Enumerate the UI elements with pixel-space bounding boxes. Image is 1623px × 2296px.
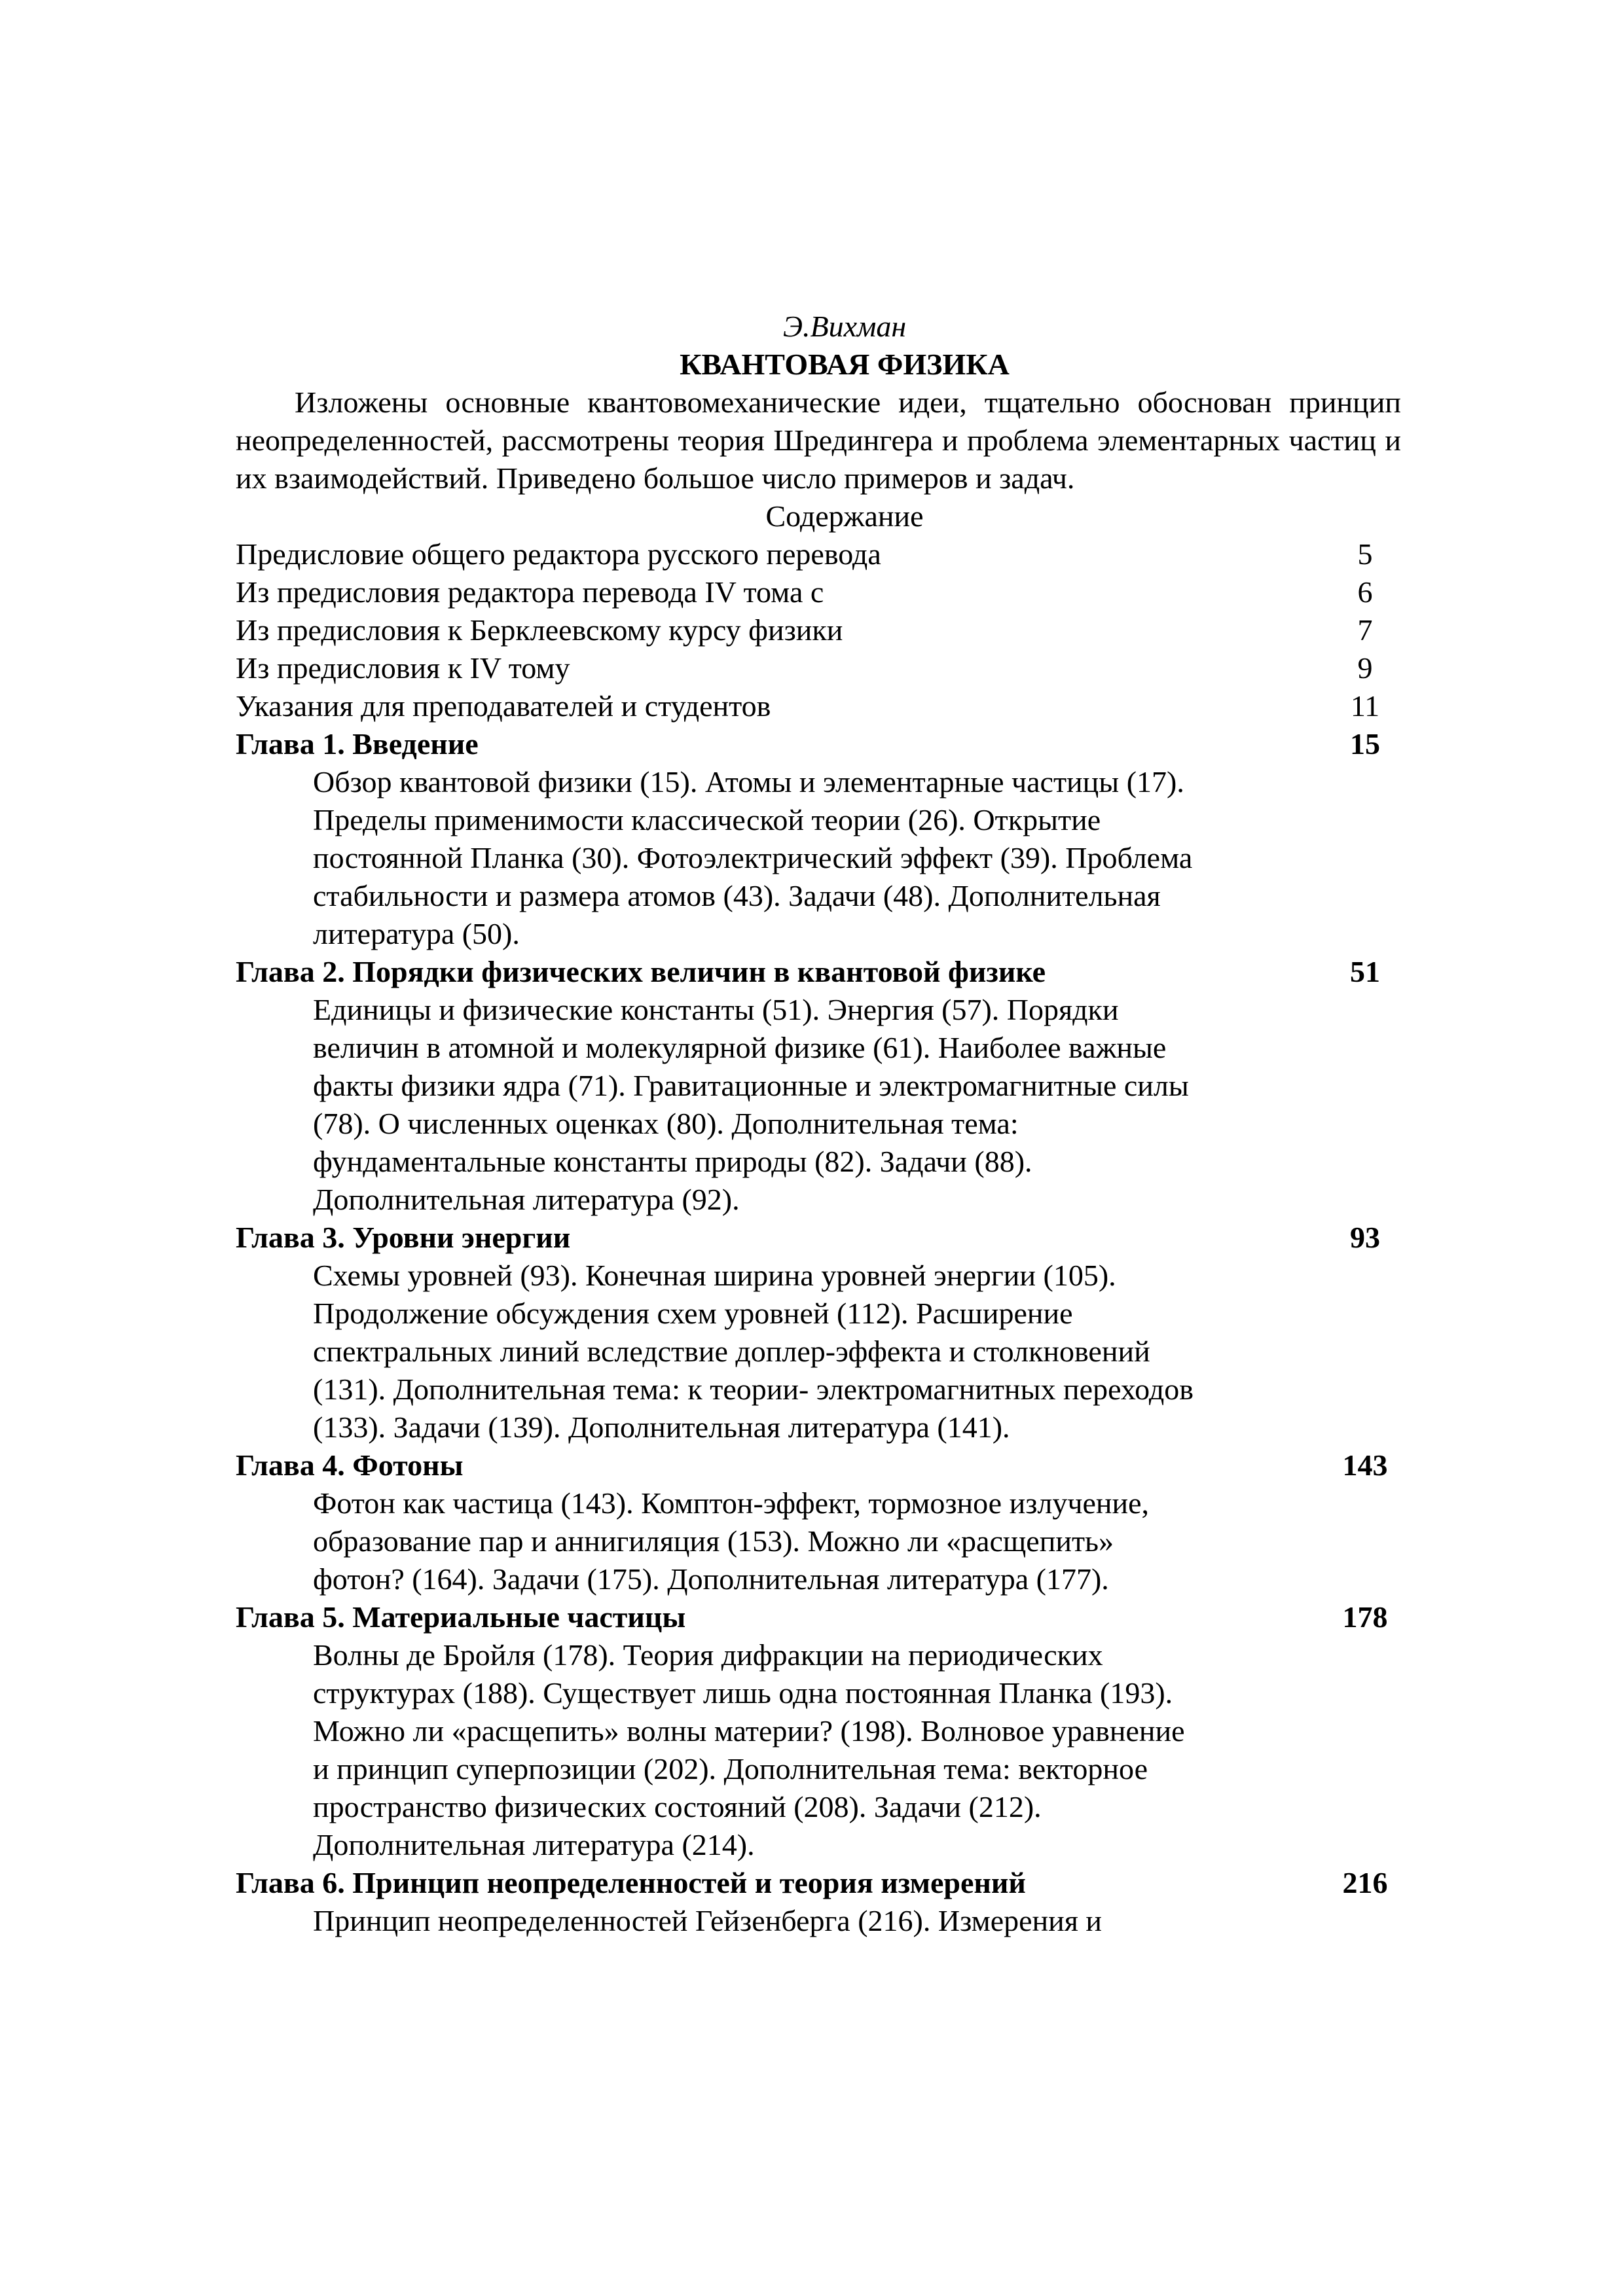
toc-heading: Содержание — [765, 499, 924, 533]
summary-line: пространство физических состояний (208). Задачи (212). — [313, 1790, 1042, 1823]
chapter-title: Глава 4. Фотоны — [236, 1448, 464, 1482]
chapter-4-summary — [236, 1484, 1401, 1598]
toc-entry-instructions — [236, 687, 1401, 725]
toc-entry-preface-berkeley — [236, 611, 1401, 649]
toc-entry-label: Указания для преподавателей и студентов — [236, 689, 771, 723]
summary-line: Обзор квантовой физики (15). Атомы и элементарные частицы (17). — [313, 765, 1184, 798]
summary-line: Дополнительная литература (92). — [313, 1183, 740, 1216]
toc-entry-preface-translation-editor — [236, 573, 1401, 611]
summary-line: фотон? (164). Задачи (175). Дополнительная литература (177). — [313, 1562, 1109, 1596]
summary-line: величин в атомной и молекулярной физике (61). Наиболее важные — [313, 1031, 1167, 1064]
summary-line: Схемы уровней (93). Конечная ширина уровней энергии (105). — [313, 1259, 1116, 1292]
chapter-page: 93 — [1350, 1221, 1380, 1254]
summary-line: Продолжение обсуждения схем уровней (112). Расширение — [313, 1297, 1073, 1330]
summary-line: Можно ли «расщепить» волны материи? (198). Волновое уравнение — [313, 1714, 1185, 1748]
chapter-page: 15 — [1350, 727, 1380, 761]
toc-entry-label: Из предисловия редактора перевода IV тома с — [236, 575, 824, 609]
chapter-1-heading — [236, 725, 1401, 763]
summary-line: постоянной Планка (30). Фотоэлектрический эффект (39). Проблема — [313, 841, 1193, 874]
chapter-title: Глава 6. Принцип неопределенностей и теория измерений — [236, 1866, 1026, 1899]
summary-line: образование пар и аннигиляция (153). Можно ли «расщепить» — [313, 1524, 1114, 1558]
summary-line: спектральных линий вследствие доплер-эффекта и столкновений — [313, 1335, 1150, 1368]
summary-line: Волны де Бройля (178). Теория дифракции на периодических — [313, 1638, 1103, 1672]
toc-entry-preface-general-editor — [236, 535, 1401, 573]
chapter-3-heading — [236, 1219, 1401, 1257]
chapter-5-heading — [236, 1598, 1401, 1636]
table-of-contents — [236, 535, 1401, 1940]
summary-line: Фотон как частица (143). Комптон-эффект, тормозное излучение, — [313, 1486, 1150, 1520]
chapter-page: 51 — [1350, 955, 1380, 988]
summary-line: (133). Задачи (139). Дополнительная литература (141). — [313, 1410, 1010, 1444]
chapter-title: Глава 5. Материальные частицы — [236, 1600, 686, 1634]
chapter-title: Глава 2. Порядки физических величин в квантовой физике — [236, 955, 1046, 988]
summary-line: (78). О численных оценках (80). Дополнительная тема: — [313, 1107, 1019, 1140]
toc-entry-label: Из предисловия к IV тому — [236, 651, 570, 685]
toc-entry-page: 5 — [1357, 537, 1373, 571]
summary-line: факты физики ядра (71). Гравитационные и электромагнитные силы — [313, 1069, 1189, 1102]
summary-line: стабильности и размера атомов (43). Задачи (48). Дополнительная — [313, 879, 1161, 912]
chapter-3-summary — [236, 1257, 1401, 1446]
chapter-2-heading — [236, 953, 1401, 991]
chapter-page: 216 — [1342, 1866, 1388, 1899]
chapter-6-heading — [236, 1864, 1401, 1902]
summary-line: Дополнительная литература (214). — [313, 1828, 755, 1861]
summary-line: (131). Дополнительная тема: к теории- электромагнитных переходов — [313, 1372, 1194, 1406]
chapter-page: 178 — [1342, 1600, 1388, 1634]
chapter-4-heading — [236, 1446, 1401, 1484]
toc-entry-page: 7 — [1357, 613, 1373, 647]
chapter-5-summary — [236, 1636, 1401, 1864]
chapter-title: Глава 1. Введение — [236, 727, 479, 761]
summary-line: Пределы применимости классической теории (26). Открытие — [313, 803, 1101, 836]
book-title: КВАНТОВАЯ ФИЗИКА — [680, 348, 1010, 381]
summary-line: структурах (188). Существует лишь одна постоянная Планка (193). — [313, 1676, 1173, 1710]
toc-entry-page: 6 — [1357, 575, 1373, 609]
toc-entry-page: 9 — [1357, 651, 1373, 685]
summary-line: фундаментальные константы природы (82). Задачи (88). — [313, 1145, 1032, 1178]
document-page — [236, 308, 1401, 1940]
chapter-6-summary — [236, 1902, 1401, 1940]
chapter-title: Глава 3. Уровни энергии — [236, 1221, 571, 1254]
chapter-page: 143 — [1342, 1448, 1388, 1482]
summary-line: литература (50). — [313, 917, 520, 950]
summary-line: Единицы и физические константы (51). Энергия (57). Порядки — [313, 993, 1119, 1026]
author-name: Э.Вихман — [782, 310, 907, 343]
chapter-2-summary — [236, 991, 1401, 1219]
toc-entry-page: 11 — [1350, 689, 1380, 723]
toc-entry-preface-volume-iv — [236, 649, 1401, 687]
summary-line: и принцип суперпозиции (202). Дополнительная тема: векторное — [313, 1752, 1148, 1785]
chapter-1-summary — [236, 763, 1401, 953]
annotation-paragraph: Изложены основные квантовомеханические идеи, тщательно обоснован принцип неопределенностей, рассмотрены теория Шредингера и проблема элементарных частиц и их взаимодействий. Приведено большое число примеров и задач. — [236, 386, 1401, 495]
toc-entry-label: Предисловие общего редактора русского перевода — [236, 537, 881, 571]
toc-entry-label: Из предисловия к Берклеевскому курсу физики — [236, 613, 843, 647]
summary-line: Принцип неопределенностей Гейзенберга (216). Измерения и — [313, 1904, 1103, 1937]
